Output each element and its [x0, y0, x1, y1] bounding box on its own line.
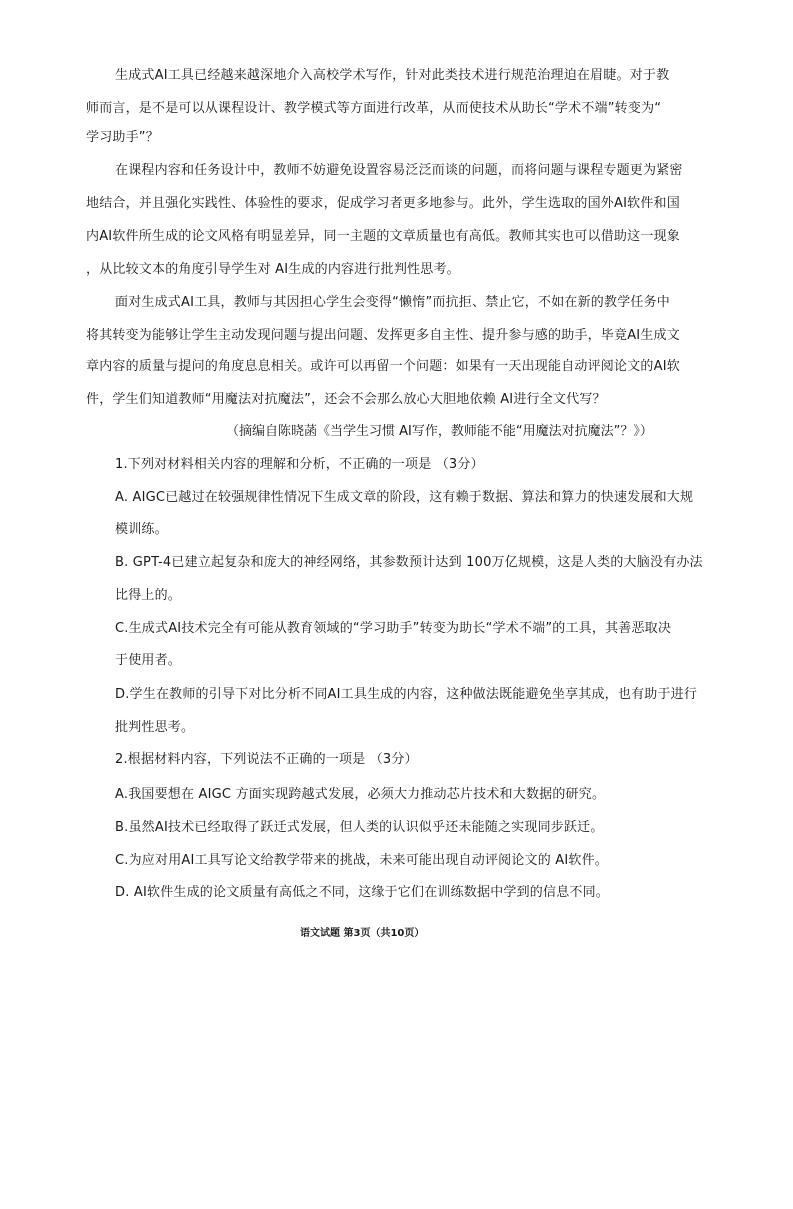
question-1-option-d-line2: 批判性思考。 — [115, 720, 195, 735]
question-1-option-b-line2: 比得上的。 — [115, 588, 182, 603]
passage-p2-line3: 内AI软件所生成的论文风格有明显差异，同一主题的文章质量也有高低。教师其实也可以借助这一现象 — [86, 229, 680, 244]
passage-p1-line3: 学习助手”？ — [86, 130, 159, 145]
page-footer: 语文试题 第3页（共10页） — [300, 928, 425, 939]
passage-p2-line4: ，从比较文本的角度引导学生对 AI生成的内容进行批判性思考。 — [86, 262, 460, 277]
question-1-stem: 1.下列对材料相关内容的理解和分析，不正确的一项是 （3分） — [115, 457, 484, 472]
question-2-option-b: B.虽然AI技术已经取得了跃迁式发展，但人类的认识似乎还未能随之实现同步跃迁。 — [115, 820, 604, 835]
passage-p2-line1: 在课程内容和任务设计中，教师不妨避免设置容易泛泛而谈的问题，而将问题与课程专题更为紧密 — [115, 163, 683, 178]
question-1-option-c-line2: 于使用者。 — [115, 653, 182, 668]
question-2-option-c: C.为应对用AI工具写论文给教学带来的挑战，未来可能出现自动评阅论文的 AI软件。 — [115, 853, 608, 868]
source-citation: （摘编自陈晓菡《当学生习惯 AI写作，教师能不能“用魔法对抗魔法”？》） — [226, 424, 653, 439]
question-1-option-b-line1: B. GPT-4已建立起复杂和庞大的神经网络，其参数预计达到 100万亿规模，这是人类的大脑没有办法 — [115, 555, 703, 570]
passage-p3-line3: 章内容的质量与提问的角度息息相关。或许可以再留一个问题：如果有一天出现能自动评阅论文的AI软 — [86, 359, 680, 374]
question-1-option-a-line1: A. AIGC已越过在较强规律性情况下生成文章的阶段，这有赖于数据、算法和算力的快速发展和大规 — [115, 490, 694, 505]
question-1-option-a-line2: 模训练。 — [115, 522, 168, 537]
passage-p2-line2: 地结合，并且强化实践性、体验性的要求，促成学习者更多地参与。此外，学生选取的国外AI软件和国 — [86, 196, 680, 211]
question-1-option-d-line1: D.学生在教师的引导下对比分析不同AI工具生成的内容，这种做法既能避免坐享其成，也有助于进行 — [115, 687, 698, 702]
question-1-option-c-line1: C.生成式AI技术完全有可能从教育领域的“学习助手”转变为助长“学术不端”的工具，其善恶取决 — [115, 621, 672, 636]
question-2-option-d: D. AI软件生成的论文质量有高低之不同，这缘于它们在训练数据中学到的信息不同。 — [115, 885, 610, 900]
passage-p3-line4: 件，学生们知道教师“用魔法对抗魔法”，还会不会那么放心大胆地依赖 AI进行全文代写？ — [86, 392, 606, 407]
question-2-option-a: A.我国要想在 AIGC 方面实现跨越式发展，必须大力推动芯片技术和大数据的研究。 — [115, 787, 606, 802]
passage-p3-line2: 将其转变为能够让学生主动发现问题与提出问题、发挥更多自主性、提升参与感的助手，毕竟AI生成文 — [86, 328, 680, 343]
passage-p1-line1: 生成式AI工具已经越来越深地介入高校学术写作，针对此类技术进行规范治理迫在眉睫。对于教 — [115, 68, 670, 83]
question-2-stem: 2.根据材料内容，下列说法不正确的一项是 （3分） — [115, 752, 418, 767]
passage-p3-line1: 面对生成式AI工具，教师与其因担心学生会变得“懒惰”而抗拒、禁止它，不如在新的教学任务中 — [115, 295, 670, 310]
passage-p1-line2: 师而言，是不是可以从课程设计、教学模式等方面进行改革，从而使技术从助长“学术不端”转变为“ — [86, 101, 662, 116]
